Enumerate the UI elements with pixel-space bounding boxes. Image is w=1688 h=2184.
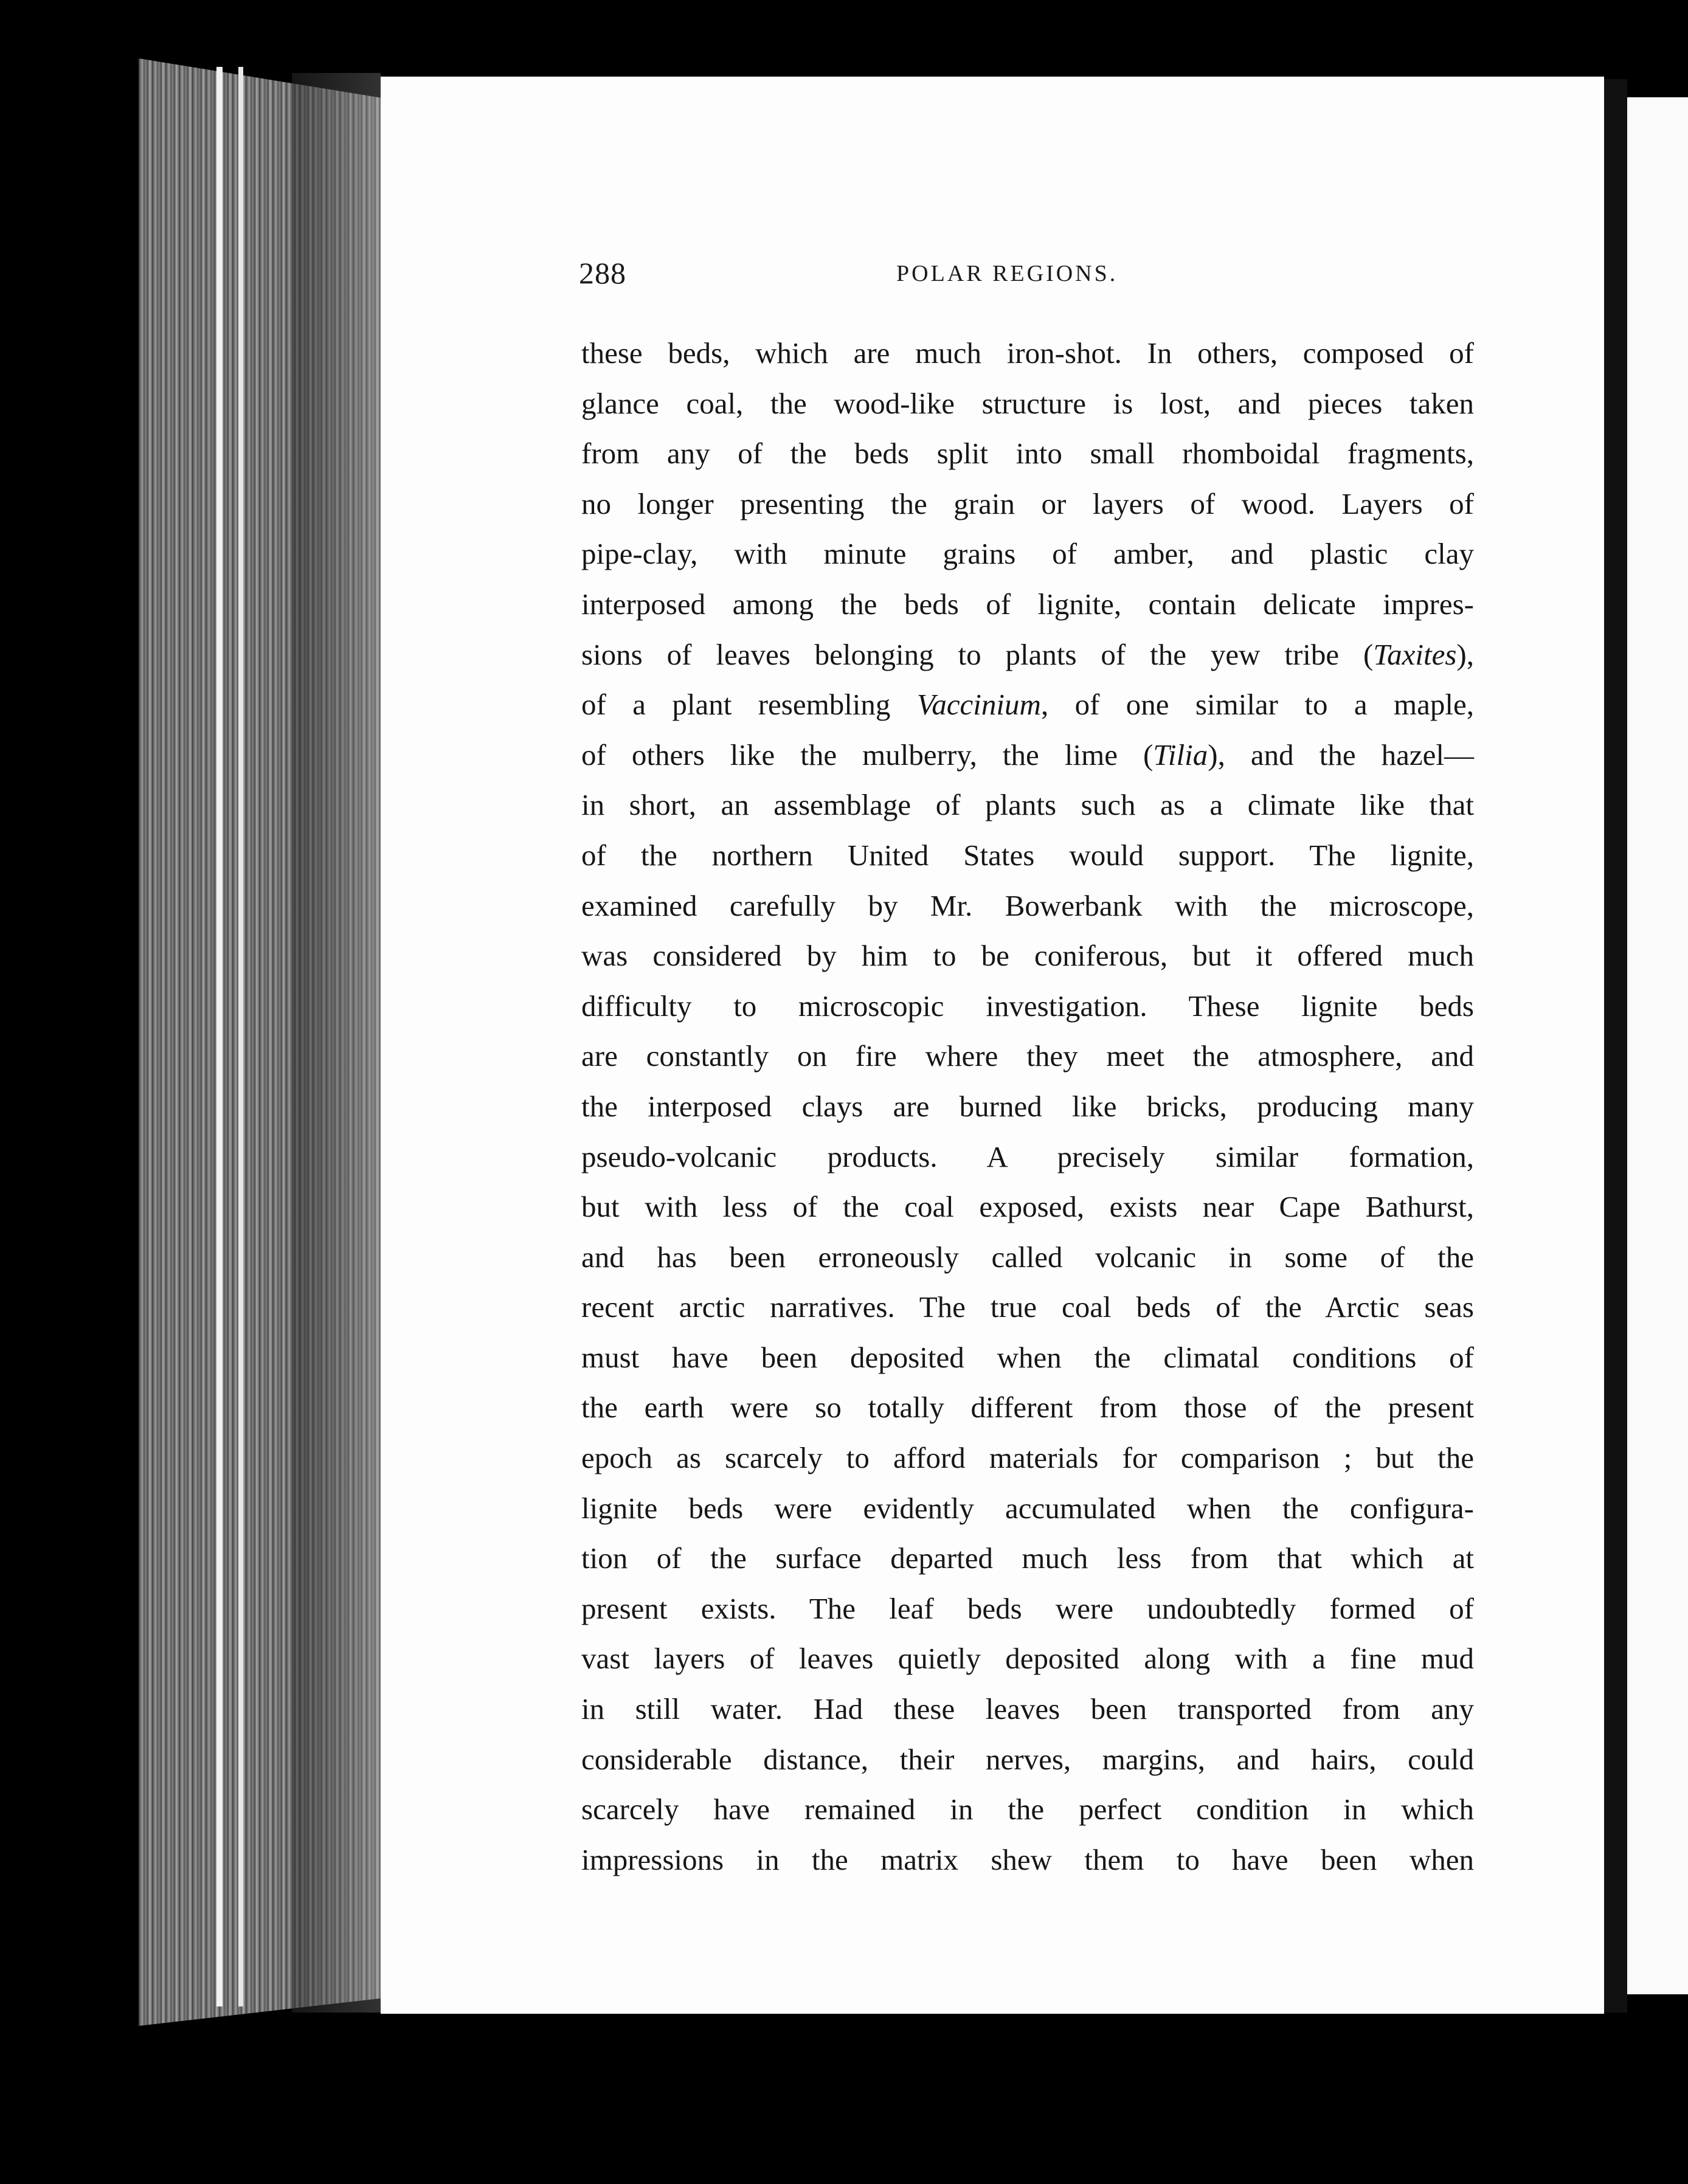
page-number: 288 xyxy=(579,256,626,290)
page-edge-highlight xyxy=(216,67,223,2006)
text-line: interposed among the beds of lignite, contain delicate impres- xyxy=(581,587,1474,621)
text-line: was considered by him to be coniferous, but it offered much xyxy=(581,939,1474,973)
text-line: difficulty to microscopic investigation. These lignite beds xyxy=(581,989,1474,1023)
text-line: recent arctic narratives. The true coal beds of the Arctic seas xyxy=(581,1290,1474,1324)
text-line: from any of the beds split into small rhomboidal fragments, xyxy=(581,437,1474,471)
text-line: tion of the surface departed much less from that which at xyxy=(581,1541,1474,1575)
text-line: lignite beds were evidently accumulated when the configura- xyxy=(581,1491,1474,1525)
text-line: in short, an assemblage of plants such as a climate like that xyxy=(581,788,1474,822)
body-text xyxy=(581,328,1474,1885)
running-head xyxy=(579,255,1150,304)
text-line: the earth were so totally different from those of the present xyxy=(581,1391,1474,1425)
text-line: and has been erroneously called volcanic in some of the xyxy=(581,1240,1474,1274)
italic-term: Taxites xyxy=(1373,637,1457,671)
facing-page-edge xyxy=(1627,97,1688,1994)
text-line: epoch as scarcely to afford materials for comparison ; but the xyxy=(581,1441,1474,1475)
running-title: POLAR REGIONS. xyxy=(896,261,1118,286)
page-edge-shadow xyxy=(292,73,381,2013)
text-line: are constantly on fire where they meet the atmosphere, and xyxy=(581,1039,1474,1073)
italic-term: Vaccinium xyxy=(916,688,1041,722)
text-line: considerable distance, their nerves, margins, and hairs, could xyxy=(581,1742,1474,1776)
text-line: in still water. Had these leaves been transported from any xyxy=(581,1692,1474,1726)
gutter-shadow xyxy=(1604,79,1627,2013)
text-line: the interposed clays are burned like bricks, producing many xyxy=(581,1089,1474,1123)
text-line: present exists. The leaf beds were undoubtedly formed of xyxy=(581,1591,1474,1625)
text-line: but with less of the coal exposed, exists near Cape Bathurst, xyxy=(581,1190,1474,1224)
page-edge-highlight xyxy=(238,67,243,2006)
italic-term: Tilia xyxy=(1153,738,1208,772)
text-line: scarcely have remained in the perfect condition in which xyxy=(581,1792,1474,1826)
text-line: pseudo-volcanic products. A precisely similar formation, xyxy=(581,1139,1474,1173)
text-line: of a plant resembling Vaccinium, of one similar to a maple, xyxy=(581,688,1474,722)
text-line: glance coal, the wood-like structure is lost, and pieces taken xyxy=(581,386,1474,420)
text-line: of the northern United States would support. The lignite, xyxy=(581,838,1474,872)
text-line: must have been deposited when the climatal conditions of xyxy=(581,1340,1474,1374)
text-line: of others like the mulberry, the lime (Tilia), and the hazel— xyxy=(581,738,1474,772)
text-line: no longer presenting the grain or layers of wood. Layers of xyxy=(581,486,1474,520)
text-line: impressions in the matrix shew them to have been when xyxy=(581,1842,1474,1876)
text-line: sions of leaves belonging to plants of the yew tribe (Taxites), xyxy=(581,637,1474,671)
text-line: vast layers of leaves quietly deposited along with a fine mud xyxy=(581,1642,1474,1676)
text-line: these beds, which are much iron-shot. In others, composed of xyxy=(581,336,1474,370)
text-line: pipe-clay, with minute grains of amber, and plastic clay xyxy=(581,537,1474,571)
text-line: examined carefully by Mr. Bowerbank with the microscope, xyxy=(581,888,1474,922)
